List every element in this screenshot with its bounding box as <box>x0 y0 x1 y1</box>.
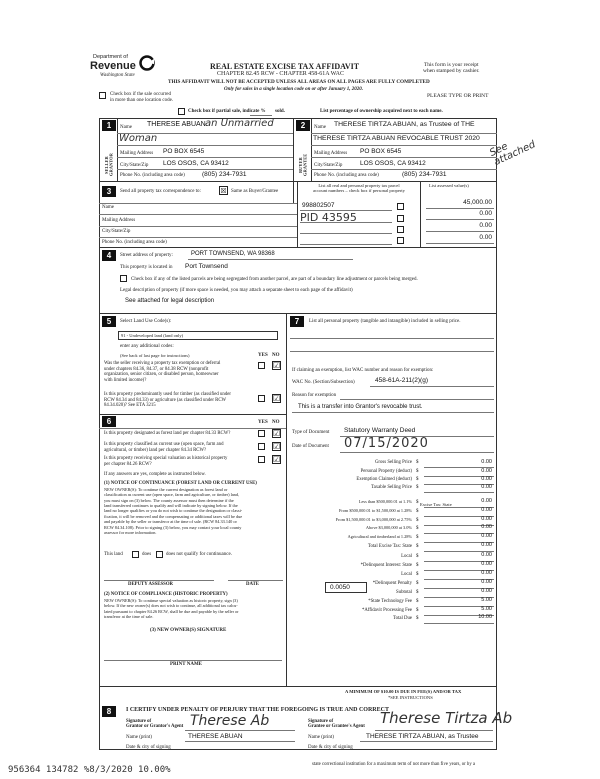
see-back-note: (See back of last page for instructions) <box>120 353 190 358</box>
grantee-print-value[interactable]: THERESE TIRTZA ABUAN, as Trustee <box>366 733 479 740</box>
cashier-stamp: 956364 134782 %8/3/2020 10.00% <box>8 765 171 775</box>
s3-phone-label: Phone No. (including area code) <box>102 240 167 245</box>
tax-line-value[interactable]: 0.00 <box>481 552 492 558</box>
dollar-sign: $ <box>416 460 419 465</box>
s2-name-label: Name <box>314 125 326 130</box>
tax-line-label: From $500,000.01 to $1,500,000 at 1.28% <box>338 508 412 513</box>
parcel-personal-checkbox-2[interactable] <box>397 215 404 222</box>
tax-line-label: Taxable Selling Price <box>371 485 412 490</box>
this-land-label: This land <box>104 552 123 557</box>
tax-line-value[interactable]: 0.00 <box>481 516 492 522</box>
s1-city-value[interactable]: LOS OSOS, CA 93412 <box>163 160 229 167</box>
revenue-logo-text: Revenue <box>90 60 136 72</box>
sold-label: sold. <box>275 109 285 114</box>
wac-label: WAC No. (Section/Subsection) <box>292 380 355 385</box>
dollar-sign: $ <box>416 518 419 523</box>
s3-city-label: City/State/Zip <box>102 229 131 234</box>
tax-line-label: *Delinquent Penalty <box>372 581 412 586</box>
tax-line-label: Gross Selling Price <box>374 460 412 465</box>
land-use-label: Select Land Use Code(s): <box>120 319 172 324</box>
deputy-assessor-label: DEPUTY ASSESSOR <box>128 582 174 587</box>
s2-name-value-2[interactable]: THERESE TIRTZA ABUAN REVOCABLE TRUST 2020 <box>313 135 480 142</box>
tax-line-value[interactable]: 0.00 <box>481 533 492 539</box>
s1-name-handwritten: an Unmarried <box>205 118 274 129</box>
does-label: does <box>142 552 152 557</box>
grantor-print-value[interactable]: THERESE ABUAN <box>188 733 243 740</box>
tax-line-label: *Affidavit Processing Fee <box>361 608 412 613</box>
s2-phone-value[interactable]: (805) 234-7931 <box>402 171 447 178</box>
tax-line-value[interactable]: 0.00 <box>481 579 492 585</box>
dollar-sign: $ <box>416 581 419 586</box>
land-does-checkbox[interactable] <box>132 551 139 558</box>
parcel-personal-checkbox-1[interactable] <box>397 203 404 210</box>
date-label: DATE <box>246 582 259 587</box>
assessed-header: List assessed value(s) <box>429 183 469 188</box>
s1-mailing-value[interactable]: PO BOX 6545 <box>163 148 205 155</box>
tax-line-value[interactable]: 0.00 <box>481 524 492 530</box>
street-value[interactable]: PORT TOWNSEND, WA 98368 <box>191 251 275 257</box>
only-for-text: Only for sales in a single location code on or after January 1, 2020. <box>224 87 364 92</box>
tax-line-label: From $1,500,000.01 to $3,000,000 at 2.75% <box>335 517 412 522</box>
tax-line-value[interactable]: 0.00 <box>481 542 492 548</box>
assessed-value-3[interactable]: 0.00 <box>479 222 492 229</box>
land-not-qualify-checkbox[interactable] <box>156 551 163 558</box>
s2-mailing-value[interactable]: PO BOX 6545 <box>360 148 402 155</box>
dollar-sign: $ <box>416 477 419 482</box>
certify-text: I CERTIFY UNDER PENALTY OF PERJURY THAT THE FOREGOING IS TRUE AND CORRECT <box>126 707 389 713</box>
tax-line-label: Local <box>401 554 412 559</box>
warning-text: THIS AFFIDAVIT WILL NOT BE ACCEPTED UNLESS ALL AREAS ON ALL PAGES ARE FULLY COMPLETED <box>168 79 430 85</box>
s5-question-2: Is this property predominantly used for timber (as classified under RCW 84.34 and 84.33) or agriculture (as classified under RCW 84.34.020)? See ETA 3215 <box>104 392 231 409</box>
located-label: This property is located in <box>120 265 173 270</box>
if-yes-note: If any answers are yes, complete as instructed below. <box>104 472 206 477</box>
grantor-signature[interactable]: Therese Ab <box>190 713 270 729</box>
receipt-note: This form is your receipt when stamped by cashier. <box>423 62 480 75</box>
revenue-logo-icon <box>139 55 155 71</box>
tax-line-label: Total Due <box>393 616 412 621</box>
s2-phone-label: Phone No. (including area code) <box>314 173 379 178</box>
dept-label: Department of <box>93 54 128 60</box>
grantee-signature-label: Signature of Grantee or Grantee's Agent <box>308 719 365 730</box>
segregated-checkbox[interactable] <box>120 275 127 282</box>
parcel-personal-checkbox-3[interactable] <box>397 226 404 233</box>
s1-name-handwritten-2: Woman <box>119 133 158 144</box>
doc-date-label: Date of Document <box>292 444 329 449</box>
tax-line-label: Local <box>401 572 412 577</box>
section-1-number: 1 <box>102 120 116 131</box>
grantee-signature[interactable]: Therese Tirtza Ab <box>380 709 513 727</box>
s2-name-value[interactable]: THERESE TIRTZA ABUAN, as Trustee of THE <box>334 121 475 128</box>
s6-q2-yes[interactable] <box>258 443 265 450</box>
section-7-number: 7 <box>290 316 304 327</box>
section-3-number: 3 <box>102 186 116 197</box>
s6-question-3: Is this property receiving special valuation as historical property per chapter 84.26 RCW? <box>104 456 228 467</box>
tax-line-label: Exemption Claimed (deduct) <box>356 477 412 482</box>
multi-location-checkbox[interactable] <box>99 92 106 99</box>
s6-yes-label: YES <box>258 420 268 425</box>
assessed-value-1[interactable]: 45,000.00 <box>463 199 492 206</box>
doc-date-value[interactable]: 07/15/2020 <box>344 436 429 451</box>
seller-grantor-side: SELLER GRANTOR <box>104 153 114 177</box>
tax-line-value[interactable]: 0.00 <box>481 484 492 490</box>
s5-question-1: Was the seller receiving a property tax exemption or deferral under chapters 84.36, 84.37, or 84.38 RCW (nonprofit organization, senior citizen, or disabled person, homeowner with limited income)? <box>104 361 221 383</box>
minimum-note: A MINIMUM OF $10.00 IS DUE IN FEE(S) AND/OR TAX <box>345 689 462 694</box>
parcel-personal-checkbox-4[interactable] <box>397 237 404 244</box>
personal-property-title: List all personal property (tangible and intangible) included in selling price. <box>309 319 461 324</box>
s2-mailing-label: Mailing Address <box>314 151 348 156</box>
tax-line-value[interactable]: 0.00 <box>481 588 492 594</box>
s6-q1-no[interactable]: ☑ <box>273 429 281 438</box>
see-instructions: *SEE INSTRUCTIONS <box>388 695 433 700</box>
form-chapter: CHAPTER 82.45 RCW - CHAPTER 458-61A WAC <box>217 71 344 77</box>
notice-2-title: (2) NOTICE OF COMPLIANCE (HISTORIC PROPERTY) <box>104 592 228 597</box>
dollar-sign: $ <box>416 599 419 604</box>
dollar-sign: $ <box>416 554 419 559</box>
exemption-note: If claiming an exemption, list WAC number and reason for exemption: <box>292 368 434 373</box>
s3-send-label: Send all property tax correspondence to: <box>120 189 201 194</box>
additional-codes-label: enter any additional codes: <box>120 344 174 349</box>
land-use-value: 91 - Undeveloped land (land only) <box>121 333 184 338</box>
s1-city-label: City/State/Zip <box>120 163 149 168</box>
tax-line-label: Less than $500,000.01 at 1.1% <box>358 499 412 504</box>
same-as-buyer-checkbox[interactable]: ☒ <box>220 187 227 195</box>
assessed-value-4[interactable]: 0.00 <box>479 234 492 241</box>
s1-phone-label: Phone No. (including area code) <box>120 173 185 178</box>
excise-state-label: Excise Tax: State <box>420 502 452 507</box>
s1-name-value[interactable]: THERESE ABUAN <box>147 121 206 128</box>
street-label: Street address of property: <box>120 253 173 258</box>
notice-1-title: (1) NOTICE OF CONTINUANCE (FOREST LAND OR CURRENT USE) <box>104 481 257 486</box>
tax-line-label: *Delinquent Interest: State <box>360 563 412 568</box>
grantor-date-city-label: Date & city of signing <box>126 745 171 750</box>
section-6-number: 6 <box>102 416 116 427</box>
partial-sale-label: Check box if partial sale, indicate % <box>188 109 266 114</box>
section-5-number: 5 <box>102 316 116 327</box>
tax-line-label: Total Excise Tax: State <box>367 544 412 549</box>
doc-type-value[interactable]: Statutory Warranty Deed <box>344 427 416 434</box>
s1-mailing-label: Mailing Address <box>120 151 154 156</box>
segregated-label: Check box if any of the listed parcels are being segregated from another parcel, are part of a boundary line adjustment or parcels being merged. <box>131 277 418 282</box>
legal-label: Legal description of property (if more space is needed, you may attach a separate sheet to each page of the affidavit) <box>120 288 353 293</box>
dollar-sign: $ <box>416 500 419 505</box>
section-8-number: 8 <box>102 706 116 717</box>
not-qualify-label: does not qualify for continuance. <box>166 552 232 557</box>
same-as-buyer-label: Same as Buyer/Grantee <box>231 189 279 194</box>
section-4-number: 4 <box>102 250 116 261</box>
tax-line-value[interactable]: 0.00 <box>481 498 492 504</box>
footer-text: state correctional institution for a maximum term of not more than five years, or by a <box>312 762 476 767</box>
s6-q1-yes[interactable] <box>258 430 265 437</box>
located-value[interactable]: Port Townsend <box>185 263 228 270</box>
state-label: Washington State <box>100 73 135 78</box>
dollar-sign: $ <box>416 544 419 549</box>
s5-q2-yes[interactable] <box>258 395 265 402</box>
s6-q3-no[interactable]: ☑ <box>273 455 281 464</box>
s6-question-2: Is this property classified as current use (open space, farm and agricultural, or timber) land per chapter 84.34 RCW? <box>104 442 224 453</box>
dollar-sign: $ <box>416 616 419 621</box>
tax-line-value[interactable]: 0.00 <box>481 561 492 567</box>
wac-value[interactable]: 458-61A-211(2)(g) <box>375 377 428 384</box>
dollar-sign: $ <box>416 485 419 490</box>
new-owner-signature-label: (3) NEW OWNER(S) SIGNATURE <box>150 628 227 633</box>
tax-line-value[interactable]: 0.00 <box>481 476 492 482</box>
dollar-sign: $ <box>416 535 419 540</box>
doc-type-label: Type of Document <box>292 430 330 435</box>
parcel-header: List all real and personal property tax parcel account numbers – check box if personal property <box>313 183 405 194</box>
reason-label: Reason for exemption <box>292 393 337 398</box>
grantee-print-label: Name (print) <box>308 735 334 740</box>
dollar-sign: $ <box>416 590 419 595</box>
parcel-number[interactable]: 998802507 <box>302 202 335 209</box>
tax-line-label: Subtotal <box>396 590 412 595</box>
grantor-print-label: Name (print) <box>126 735 152 740</box>
dollar-sign: $ <box>416 509 419 514</box>
pid-handwritten: PID 43595 <box>300 211 357 224</box>
s3-name-label: Name <box>102 205 114 210</box>
type-print-note: PLEASE TYPE OR PRINT <box>427 93 489 99</box>
buyer-grantee-side: BUYER GRANTEE <box>298 153 308 177</box>
tax-line-label: Above $3,000,000 at 3.0% <box>365 525 412 530</box>
multi-location-label: Check box if the sale occurred in more than one location code. <box>110 92 174 103</box>
dollar-sign: $ <box>416 563 419 568</box>
s2-city-label: City/State/Zip <box>314 163 343 168</box>
s6-q3-yes[interactable] <box>258 456 265 463</box>
s1-name-label: Name <box>120 125 132 130</box>
tax-line-value[interactable]: 5.00 <box>481 606 492 612</box>
grantee-date-city-label: Date & city of signing <box>308 745 353 750</box>
print-name-label: PRINT NAME <box>170 662 202 667</box>
dollar-sign: $ <box>416 608 419 613</box>
s1-phone-value[interactable]: (805) 234-7931 <box>202 171 247 178</box>
tax-line-value[interactable]: 0.00 <box>481 468 492 474</box>
s3-mailing-label: Mailing Address <box>102 218 136 223</box>
ownership-note: List percentage of ownership acquired next to each name. <box>320 109 443 114</box>
tax-line-value[interactable]: 0.00 <box>481 507 492 513</box>
section-2-number: 2 <box>296 120 310 131</box>
s5-q2-no[interactable]: ☑ <box>273 394 281 403</box>
reason-value[interactable]: This is a transfer into Grantor's revocable trust. <box>298 404 423 410</box>
tax-line-label: *State Technology Fee <box>368 599 412 604</box>
tax-line-label: Agricultural and timberland at 1.28% <box>347 534 412 539</box>
s6-q2-no[interactable]: ☑ <box>273 442 281 451</box>
dollar-sign: $ <box>416 469 419 474</box>
tax-line-label: Personal Property (deduct) <box>360 469 412 474</box>
tax-line-value[interactable]: 0.00 <box>481 459 492 465</box>
grantor-signature-label: Signature of Grantor or Grantor's Agent <box>126 719 184 730</box>
s5-no-label: NO <box>272 353 280 358</box>
assessed-value-2[interactable]: 0.00 <box>479 210 492 217</box>
dollar-sign: $ <box>416 526 419 531</box>
notice-1-body: NEW OWNER(S): To continue the current designation as forest land or classification as current use (open space, farm and agriculture, or timber) land, you must sign on (3) below. The county assessor must then determine if the land transferred continues to qualify and will indicate by signing below. If the land no longer qualifies or you do not wish to continue the designation or classi- fication, it will be removed and the compensating or additional taxes will be due and payable by the seller or transferor at the time of sale. (RCW 84.33.140 or RCW 84.34.108). Prior to signing (3) below, you may contact your local county assessor for more information. <box>104 487 243 535</box>
s6-question-1: Is this property designated as forest land per chapter 84.33 RCW? <box>104 431 231 436</box>
tax-line-value[interactable]: 10.00 <box>478 614 492 620</box>
s5-q1-no[interactable]: ☑ <box>273 361 281 370</box>
s5-yes-label: YES <box>258 353 268 358</box>
s6-no-label: NO <box>272 420 280 425</box>
s5-q1-yes[interactable] <box>258 362 265 369</box>
tax-line-value[interactable]: 0.00 <box>481 570 492 576</box>
s2-see-attached-handwritten: See attached <box>488 139 538 168</box>
form-title: REAL ESTATE EXCISE TAX AFFIDAVIT <box>210 62 360 71</box>
s2-city-value[interactable]: LOS OSOS, CA 93412 <box>360 160 426 167</box>
local-rate-value: 0.0050 <box>330 584 350 591</box>
legal-value[interactable]: See attached for legal description <box>125 298 215 304</box>
tax-line-value[interactable]: 5.00 <box>481 597 492 603</box>
partial-sale-checkbox[interactable] <box>178 108 185 115</box>
notice-2-body: NEW OWNER(S): To continue special valuation as historic property, sign (3) below. If the new owner(s) does not wish to continue, all additional tax calcu- lated pursuant to chapter 84.26 RCW, shall be due and payable by the seller or transferor at the time of sale. <box>104 598 239 620</box>
dollar-sign: $ <box>416 572 419 577</box>
